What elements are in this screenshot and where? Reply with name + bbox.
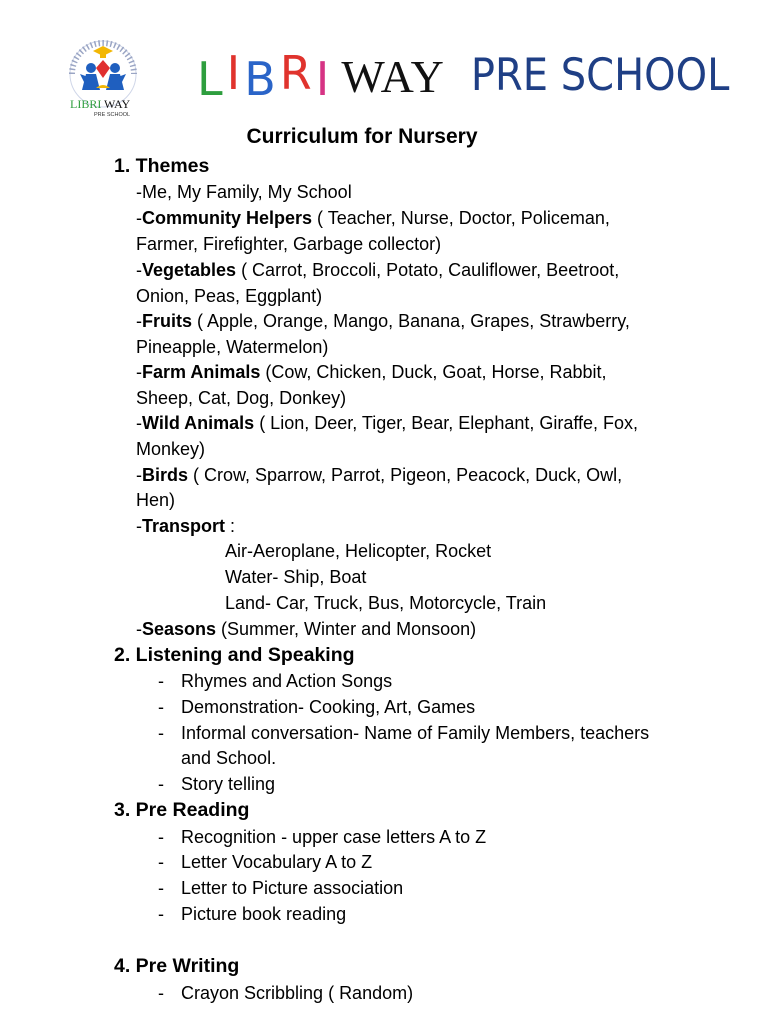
section-heading-writing: 4. Pre Writing [114,955,240,977]
list-item: Picture book reading [181,904,347,924]
brand-letter: I [315,52,331,106]
theme-line: -Seasons (Summer, Winter and Monsoon) [136,619,477,639]
theme-line: Sheep, Cat, Dog, Donkey) [136,388,347,408]
theme-line: Farmer, Firefighter, Garbage collector) [136,234,442,254]
page-title: Curriculum for Nursery [246,125,478,148]
brand-letter: L [197,52,224,106]
section-heading-reading: 3. Pre Reading [114,799,250,821]
list-item: Demonstration- Cooking, Art, Games [181,697,476,717]
svg-text:WAY: WAY [104,97,131,111]
theme-line: -Vegetables ( Carrot, Broccoli, Potato, Cauliflower, Beetroot, [136,260,620,280]
transport-air: Air-Aeroplane, Helicopter, Rocket [225,541,492,561]
theme-line: Hen) [136,490,176,510]
list-item: Recognition - upper case letters A to Z [181,827,487,847]
list-item: Story telling [181,774,276,794]
theme-line: -Wild Animals ( Lion, Deer, Tiger, Bear, Elephant, Giraffe, Fox, [136,413,639,433]
bullet-dash: - [158,983,164,1003]
theme-line: Monkey) [136,439,206,459]
logo-emblem-icon [60,38,146,124]
header [0,0,768,125]
theme-line: Pineapple, Watermelon) [136,337,329,357]
brand-preschool: PRE SCHOOL [470,49,730,102]
brand-letter: I [226,46,242,100]
list-item: Letter Vocabulary A to Z [181,852,373,872]
theme-line: -Birds ( Crow, Sparrow, Parrot, Pigeon, Peacock, Duck, Owl, [136,465,623,485]
school-logo [60,38,146,124]
brand-letter: R [279,46,313,100]
brand-libri [197,48,333,105]
theme-line: -Transport : [136,516,236,536]
brand-letter: B [244,52,277,106]
bullet-dash: - [158,904,164,924]
list-item: Informal conversation- Name of Family Members, teachers [181,723,650,743]
transport-water: Water- Ship, Boat [225,567,367,587]
list-item: Letter to Picture association [181,878,404,898]
svg-text:PRE SCHOOL: PRE SCHOOL [94,112,131,118]
bullet-dash: - [158,878,164,898]
list-item: Rhymes and Action Songs [181,671,393,691]
bullet-dash: - [158,671,164,691]
school-name [197,48,729,108]
section-heading-themes: 1. Themes [114,155,210,177]
bullet-dash: - [158,697,164,717]
bullet-dash: - [158,774,164,794]
list-item: Crayon Scribbling ( Random) [181,983,414,1003]
transport-land: Land- Car, Truck, Bus, Motorcycle, Train [225,593,547,613]
brand-way: WAY [341,51,445,102]
section-heading-listening: 2. Listening and Speaking [114,644,355,666]
bullet-dash: - [158,827,164,847]
bullet-dash: - [158,852,164,872]
bullet-dash: - [158,723,164,743]
theme-line: -Me, My Family, My School [136,182,352,202]
svg-text:LIBRI: LIBRI [70,97,102,111]
theme-line: -Community Helpers ( Teacher, Nurse, Doctor, Policeman, [136,208,610,228]
theme-line: Onion, Peas, Eggplant) [136,286,323,306]
list-item-continued: and School. [181,748,277,768]
theme-line: -Fruits ( Apple, Orange, Mango, Banana, Grapes, Strawberry, [136,311,630,331]
theme-line: -Farm Animals (Cow, Chicken, Duck, Goat, Horse, Rabbit, [136,362,607,382]
